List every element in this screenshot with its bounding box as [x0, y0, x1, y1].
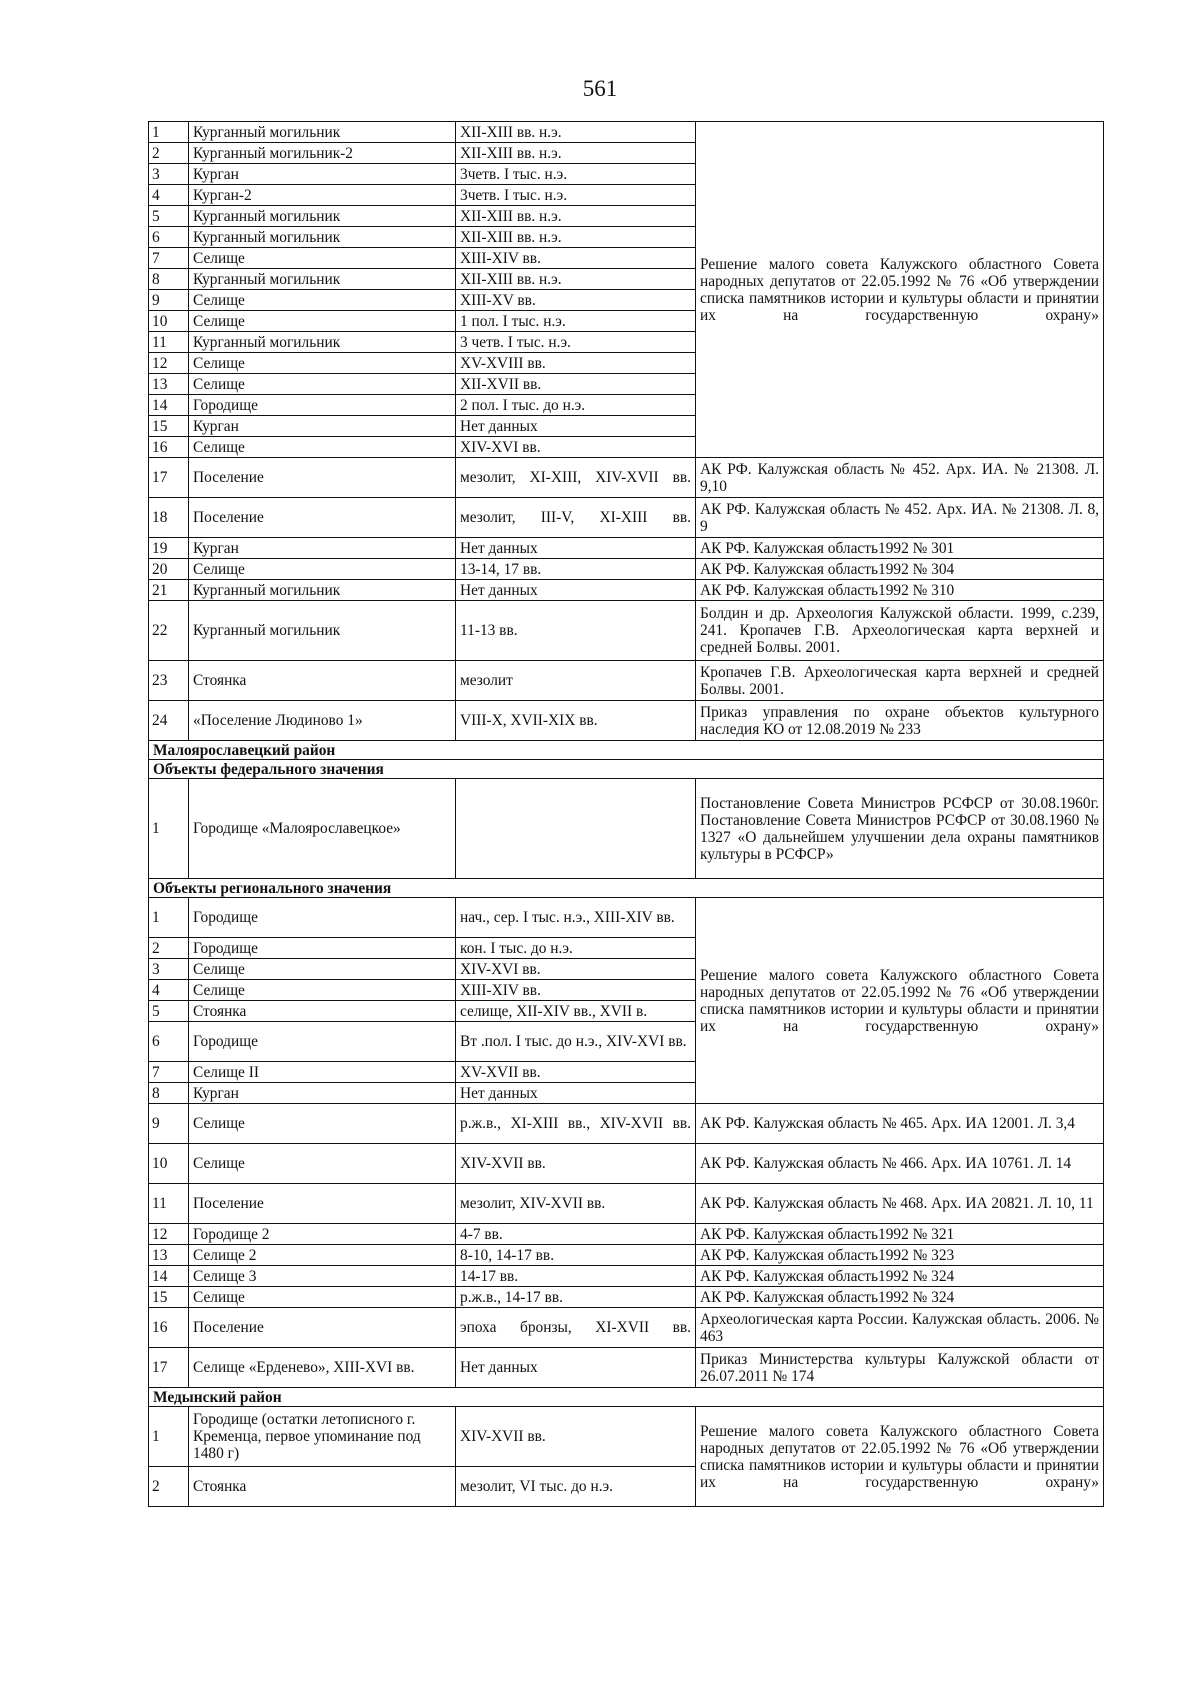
table-row — [149, 498, 1104, 538]
monument-name: Селище — [189, 959, 456, 980]
table-row — [149, 701, 1104, 741]
row-number: 3 — [149, 164, 189, 185]
monument-date: эпоха бронзы, XI-XVII вв. — [456, 1308, 696, 1348]
monument-date: 14-17 вв. — [456, 1266, 696, 1287]
monument-name: Селище — [189, 559, 456, 580]
row-number: 12 — [149, 353, 189, 374]
row-number: 13 — [149, 1245, 189, 1266]
row-number: 7 — [149, 1062, 189, 1083]
source-document: Приказ управления по охране объектов культурного наследия КО от 12.08.2019 № 233 — [696, 701, 1104, 741]
row-number: 17 — [149, 1348, 189, 1388]
row-number: 20 — [149, 559, 189, 580]
row-number: 4 — [149, 185, 189, 206]
table-row — [149, 122, 1104, 143]
monument-date: XII-XIII вв. н.э. — [456, 269, 696, 290]
row-number: 5 — [149, 206, 189, 227]
monument-date: 3 четв. I тыс. н.э. — [456, 332, 696, 353]
table-row — [149, 779, 1104, 879]
monument-name: Селище 3 — [189, 1266, 456, 1287]
monument-date: VIII-X, XVII-XIX вв. — [456, 701, 696, 741]
monument-name: Городище (остатки летописного г. Кременца, первое упоминание под 1480 г) — [189, 1407, 456, 1467]
monument-name: Селище — [189, 1104, 456, 1144]
monument-name: Курганный могильник — [189, 332, 456, 353]
source-document: АК РФ. Калужская область1992 № 310 — [696, 580, 1104, 601]
table-row — [149, 1184, 1104, 1224]
row-number: 15 — [149, 1287, 189, 1308]
source-document: АК РФ. Калужская область1992 № 323 — [696, 1245, 1104, 1266]
row-number: 22 — [149, 601, 189, 661]
monument-name: Селище 2 — [189, 1245, 456, 1266]
source-document: АК РФ. Калужская область1992 № 324 — [696, 1266, 1104, 1287]
monument-date: Вт .пол. I тыс. до н.э., XIV-XVI вв. — [456, 1022, 696, 1062]
monument-date: 2 пол. I тыс. до н.э. — [456, 395, 696, 416]
source-document: АК РФ. Калужская область1992 № 301 — [696, 538, 1104, 559]
monument-date: 1 пол. I тыс. н.э. — [456, 311, 696, 332]
monument-date: XII-XVII вв. — [456, 374, 696, 395]
row-number: 5 — [149, 1001, 189, 1022]
table-row — [149, 1266, 1104, 1287]
monument-date: р.ж.в., 14-17 вв. — [456, 1287, 696, 1308]
row-number: 1 — [149, 779, 189, 879]
source-document: Решение малого совета Калужского областного Совета народных депутатов от 22.05.1992 № 76 «Об утверждении списка памятников истории и культуры области и принятии их на государственную охрану» — [696, 122, 1104, 458]
source-document: АК РФ. Калужская область № 452. Арх. ИА. № 21308. Л. 8, 9 — [696, 498, 1104, 538]
monument-date: XII-XIII вв. н.э. — [456, 143, 696, 164]
row-number: 10 — [149, 311, 189, 332]
regional-heading-label: Объекты регионального значения — [149, 879, 1104, 898]
row-number: 2 — [149, 143, 189, 164]
row-number: 14 — [149, 1266, 189, 1287]
federal-heading — [149, 760, 1104, 779]
row-number: 1 — [149, 1407, 189, 1467]
source-document: АК РФ. Калужская область1992 № 321 — [696, 1224, 1104, 1245]
monument-date: Нет данных — [456, 1083, 696, 1104]
source-document: АК РФ. Калужская область № 452. Арх. ИА. № 21308. Л. 9,10 — [696, 458, 1104, 498]
source-document: АК РФ. Калужская область1992 № 304 — [696, 559, 1104, 580]
table-row — [149, 1407, 1104, 1467]
monument-name: Стоянка — [189, 661, 456, 701]
monument-name: Селище — [189, 248, 456, 269]
source-document: Постановление Совета Министров РСФСР от 30.08.1960г. Постановление Совета Министров РСФСР от 30.08.1960 № 1327 «О дальнейшем улучшении дела охраны памятников культуры в РСФСР» — [696, 779, 1104, 879]
monument-date: 13-14, 17 вв. — [456, 559, 696, 580]
row-number: 10 — [149, 1144, 189, 1184]
monument-date: мезолит, III-V, XI-XIII вв. — [456, 498, 696, 538]
district-heading-label: Малоярославецкий район — [149, 741, 1104, 760]
monument-date: XIV-XVI вв. — [456, 437, 696, 458]
table-row — [149, 538, 1104, 559]
monument-date: XIII-XIV вв. — [456, 248, 696, 269]
monuments-table — [148, 121, 1104, 1507]
table-row — [149, 1348, 1104, 1388]
monument-date: XIV-XVII вв. — [456, 1407, 696, 1467]
monument-name: Селище — [189, 290, 456, 311]
row-number: 16 — [149, 437, 189, 458]
table-row — [149, 458, 1104, 498]
row-number: 7 — [149, 248, 189, 269]
row-number: 2 — [149, 938, 189, 959]
monument-name: Курган — [189, 538, 456, 559]
table-row — [149, 1104, 1104, 1144]
monument-date: XIV-XVII вв. — [456, 1144, 696, 1184]
monument-date: 3четв. I тыс. н.э. — [456, 185, 696, 206]
row-number: 17 — [149, 458, 189, 498]
row-number: 19 — [149, 538, 189, 559]
row-number: 2 — [149, 1467, 189, 1507]
district-heading — [149, 1388, 1104, 1407]
monument-name: Городище — [189, 1022, 456, 1062]
monument-name: Стоянка — [189, 1467, 456, 1507]
source-document: Болдин и др. Археология Калужской области. 1999, с.239, 241. Кропачев Г.В. Археологическая карта верхней и средней Болвы. 2001. — [696, 601, 1104, 661]
monument-name: Городище «Малоярославецкое» — [189, 779, 456, 879]
row-number: 3 — [149, 959, 189, 980]
monument-name: Поселение — [189, 1308, 456, 1348]
monument-name: Городище — [189, 395, 456, 416]
table-row — [149, 1245, 1104, 1266]
monument-name: Селище — [189, 980, 456, 1001]
monument-date: Нет данных — [456, 538, 696, 559]
monument-name: Курганный могильник — [189, 122, 456, 143]
monument-name: Стоянка — [189, 1001, 456, 1022]
table-row — [149, 1308, 1104, 1348]
row-number: 13 — [149, 374, 189, 395]
source-document: Археологическая карта России. Калужская область. 2006. № 463 — [696, 1308, 1104, 1348]
table-row — [149, 601, 1104, 661]
monument-date: р.ж.в., XI-XIII вв., XIV-XVII вв. — [456, 1104, 696, 1144]
monument-name: Курганный могильник — [189, 269, 456, 290]
monument-date: 4-7 вв. — [456, 1224, 696, 1245]
monument-date: кон. I тыс. до н.э. — [456, 938, 696, 959]
monument-date: XIII-XIV вв. — [456, 980, 696, 1001]
monument-name: Селище II — [189, 1062, 456, 1083]
regional-heading — [149, 879, 1104, 898]
monument-name: Курган — [189, 1083, 456, 1104]
monument-name: Селище — [189, 437, 456, 458]
monument-name: Поселение — [189, 498, 456, 538]
monument-date: XIII-XV вв. — [456, 290, 696, 311]
monument-date: 3четв. I тыс. н.э. — [456, 164, 696, 185]
monument-name: «Поселение Людиново 1» — [189, 701, 456, 741]
monument-name: Поселение — [189, 1184, 456, 1224]
row-number: 11 — [149, 332, 189, 353]
row-number: 6 — [149, 227, 189, 248]
monument-date: 8-10, 14-17 вв. — [456, 1245, 696, 1266]
row-number: 23 — [149, 661, 189, 701]
source-document: АК РФ. Калужская область № 465. Арх. ИА 12001. Л. 3,4 — [696, 1104, 1104, 1144]
monument-date: нач., сер. I тыс. н.э., XIII-XIV вв. — [456, 898, 696, 938]
row-number: 15 — [149, 416, 189, 437]
monument-name: Селище — [189, 311, 456, 332]
table-row — [149, 1144, 1104, 1184]
monument-name: Городище — [189, 898, 456, 938]
row-number: 8 — [149, 269, 189, 290]
source-document: Решение малого совета Калужского областного Совета народных депутатов от 22.05.1992 № 76 «Об утверждении списка памятников истории и культуры области и принятии их на государственную охрану» — [696, 898, 1104, 1104]
row-number: 14 — [149, 395, 189, 416]
monument-name: Курганный могильник — [189, 580, 456, 601]
source-document: Решение малого совета Калужского областного Совета народных депутатов от 22.05.1992 № 76 «Об утверждении списка памятников истории и культуры области и принятии их на государственную охрану» — [696, 1407, 1104, 1507]
federal-heading-label: Объекты федерального значения — [149, 760, 1104, 779]
row-number: 4 — [149, 980, 189, 1001]
monument-name: Курганный могильник — [189, 206, 456, 227]
district-heading — [149, 741, 1104, 760]
row-number: 11 — [149, 1184, 189, 1224]
table-row — [149, 898, 1104, 938]
monument-date — [456, 779, 696, 879]
monument-name: Селище — [189, 374, 456, 395]
monument-date: Нет данных — [456, 580, 696, 601]
district-heading-label: Медынский район — [149, 1388, 1104, 1407]
monument-name: Поселение — [189, 458, 456, 498]
table-row — [149, 1224, 1104, 1245]
row-number: 9 — [149, 290, 189, 311]
monument-date: XII-XIII вв. н.э. — [456, 206, 696, 227]
row-number: 9 — [149, 1104, 189, 1144]
monument-date: XV-XVII вв. — [456, 1062, 696, 1083]
monument-date: Нет данных — [456, 1348, 696, 1388]
row-number: 8 — [149, 1083, 189, 1104]
row-number: 18 — [149, 498, 189, 538]
monument-date: селище, XII-XIV вв., XVII в. — [456, 1001, 696, 1022]
monument-date: мезолит — [456, 661, 696, 701]
row-number: 1 — [149, 898, 189, 938]
monument-date: XII-XIII вв. н.э. — [456, 122, 696, 143]
table-row — [149, 661, 1104, 701]
row-number: 16 — [149, 1308, 189, 1348]
monument-date: XII-XIII вв. н.э. — [456, 227, 696, 248]
monument-name: Городище 2 — [189, 1224, 456, 1245]
monument-name: Городище — [189, 938, 456, 959]
monument-date: мезолит, XIV-XVII вв. — [456, 1184, 696, 1224]
source-document: АК РФ. Калужская область № 468. Арх. ИА 20821. Л. 10, 11 — [696, 1184, 1104, 1224]
monument-name: Селище — [189, 1287, 456, 1308]
monument-date: 11-13 вв. — [456, 601, 696, 661]
monument-date: мезолит, XI-XIII, XIV-XVII вв. — [456, 458, 696, 498]
monuments-table-body — [149, 122, 1104, 1507]
table-row — [149, 559, 1104, 580]
source-document: Кропачев Г.В. Археологическая карта верхней и средней Болвы. 2001. — [696, 661, 1104, 701]
row-number: 6 — [149, 1022, 189, 1062]
monument-date: XIV-XVI вв. — [456, 959, 696, 980]
monument-name: Курганный могильник — [189, 227, 456, 248]
table-row — [149, 1287, 1104, 1308]
monument-name: Селище «Ерденево», XIII-XVI вв. — [189, 1348, 456, 1388]
monument-name: Селище — [189, 1144, 456, 1184]
table-row — [149, 580, 1104, 601]
monument-date: Нет данных — [456, 416, 696, 437]
row-number: 1 — [149, 122, 189, 143]
monument-name: Селище — [189, 353, 456, 374]
monument-name: Курган — [189, 416, 456, 437]
monument-name: Курган-2 — [189, 185, 456, 206]
monument-name: Курганный могильник — [189, 601, 456, 661]
source-document: АК РФ. Калужская область № 466. Арх. ИА 10761. Л. 14 — [696, 1144, 1104, 1184]
row-number: 24 — [149, 701, 189, 741]
monument-date: XV-XVIII вв. — [456, 353, 696, 374]
row-number: 21 — [149, 580, 189, 601]
page-number: 561 — [582, 76, 618, 101]
monument-name: Курганный могильник-2 — [189, 143, 456, 164]
row-number: 12 — [149, 1224, 189, 1245]
source-document: Приказ Министерства культуры Калужской области от 26.07.2011 № 174 — [696, 1348, 1104, 1388]
monument-date: мезолит, VI тыс. до н.э. — [456, 1467, 696, 1507]
source-document: АК РФ. Калужская область1992 № 324 — [696, 1287, 1104, 1308]
monument-name: Курган — [189, 164, 456, 185]
